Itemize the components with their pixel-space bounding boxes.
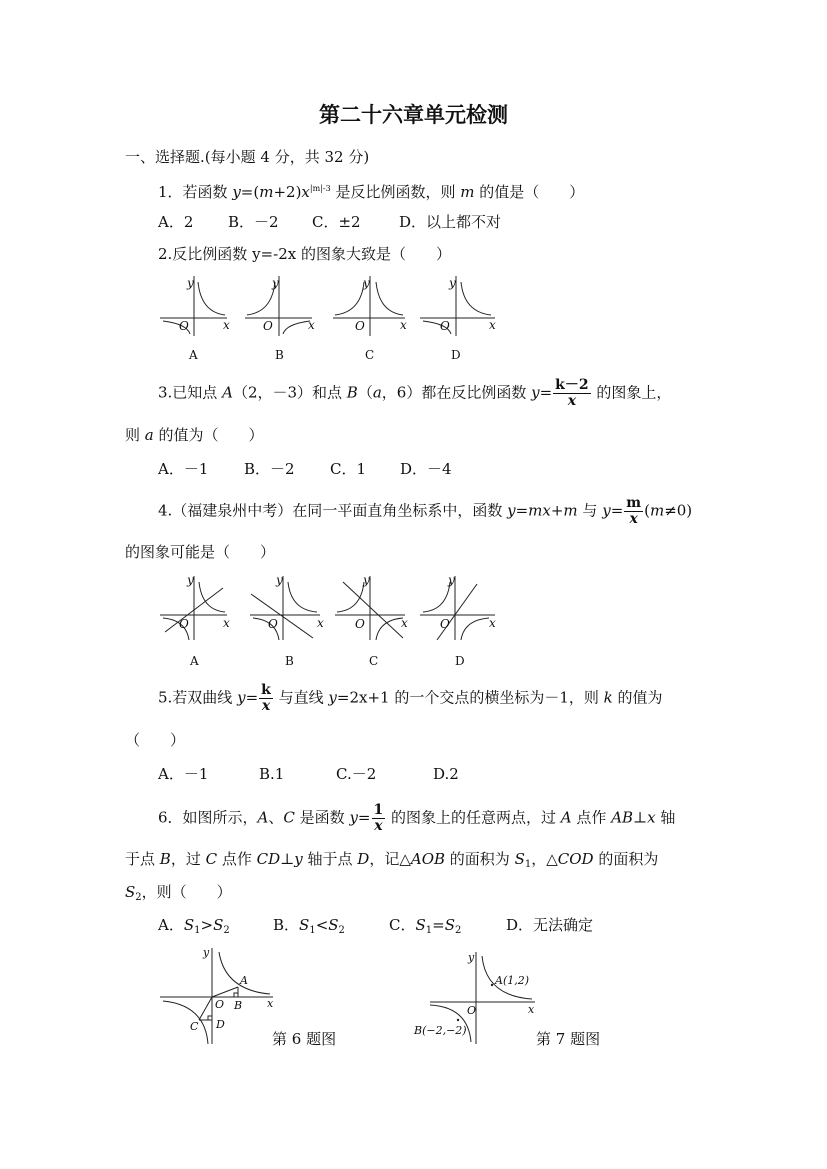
svg-text:O: O [355, 319, 365, 333]
q1-option-c: C．±2 [312, 213, 361, 231]
svg-text:x: x [223, 616, 230, 630]
axis-y-label: y [187, 276, 194, 290]
section-heading: 一、选择题.(每小题 4 分，共 32 分) [125, 148, 370, 166]
fraction: $\frac{k}{x}$ [261, 682, 271, 714]
figure-6 [155, 942, 285, 1050]
svg-text:O: O [179, 617, 189, 631]
svg-text:x: x [401, 616, 408, 630]
graph-label-a: A [189, 348, 198, 362]
q5-option-d: D.2 [433, 765, 459, 783]
svg-text:x: x [528, 1003, 535, 1016]
question-5: 5.若双曲线 y= $\frac{k}{x}$ 与直线 y=2x+1 的一个交点的横坐标为－1，则 k 的值为 [158, 682, 663, 714]
fraction: $\frac{k-2}{x}$ [555, 377, 589, 409]
question-3: 3.已知点 A（2，－3）和点 B（a，6）都在反比例函数 y= $\frac{k-2}{x}$ 的图象上， [158, 377, 672, 409]
svg-text:x: x [223, 318, 230, 332]
svg-text:O: O [467, 1004, 477, 1017]
figure-7-caption: 第 7 题图 [536, 1030, 601, 1048]
graph-label-b: B [275, 348, 284, 362]
svg-text:x: x [400, 318, 407, 332]
q3-option-d: D．－4 [400, 460, 452, 478]
q5-option-b: B.1 [259, 765, 285, 783]
svg-text:A(1,2): A(1,2) [495, 974, 530, 987]
svg-text:B(−2,−2): B(−2,−2) [414, 1024, 467, 1037]
q3-option-a: A．－1 [158, 460, 209, 478]
svg-text:y: y [187, 573, 194, 587]
svg-text:O: O [440, 319, 450, 333]
svg-text:O: O [179, 319, 189, 333]
q5-option-a: A．－1 [158, 765, 209, 783]
svg-text:B: B [285, 654, 294, 668]
q6-option-a: A．$S_1>S_2$ [158, 916, 230, 936]
q1-option-b: B．－2 [228, 213, 279, 231]
svg-text:y: y [363, 573, 370, 587]
svg-text:x: x [317, 616, 324, 630]
svg-text:A: A [240, 974, 248, 987]
question-6-line-2: 于点 B，过 C 点作 CD⊥y 轴于点 D，记△AOB 的面积为 $S_1$，△COD 的面积为 [125, 850, 659, 870]
fraction: $\frac{1}{x}$ [373, 802, 384, 834]
svg-text:A: A [190, 654, 199, 668]
q6-option-d: D．无法确定 [506, 916, 594, 934]
svg-text:D: D [216, 1018, 225, 1031]
question-1: 1．若函数 $y=(m+2)x^{|m|-3}$ 是反比例函数，则 m 的值是（ ） [158, 183, 585, 201]
svg-text:y: y [448, 573, 455, 587]
q2-graphs [155, 268, 505, 366]
q1-option-d: D．以上都不对 [399, 213, 502, 231]
q6-option-b: B．$S_1<S_2$ [273, 916, 345, 936]
question-6-line-3: $S_2$，则（ ） [125, 883, 232, 903]
svg-text:O: O [263, 319, 273, 333]
q4-graphs [155, 570, 505, 670]
q6-option-c: C．$S_1=S_2$ [389, 916, 462, 936]
svg-text:y: y [272, 276, 279, 290]
fraction: $\frac{m}{x}$ [626, 495, 642, 527]
svg-text:y: y [363, 276, 370, 290]
svg-text:O: O [215, 998, 225, 1011]
svg-text:O: O [355, 617, 365, 631]
svg-text:C: C [190, 1020, 199, 1033]
figure-7 [410, 948, 540, 1048]
q3-option-b: B．－2 [244, 460, 295, 478]
svg-text:O: O [440, 617, 450, 631]
question-2: 2.反比例函数 y=-2x 的图象大致是（ ） [158, 245, 451, 263]
svg-text:D: D [455, 654, 465, 668]
q3-option-c: C．1 [330, 460, 367, 478]
question-3-line-2: 则 a 的值为（ ） [125, 426, 264, 444]
svg-text:y: y [468, 951, 475, 964]
svg-text:y: y [203, 946, 210, 959]
svg-text:x: x [489, 616, 496, 630]
svg-text:x: x [267, 997, 274, 1010]
figure-6-caption: 第 6 题图 [272, 1030, 337, 1048]
q5-option-c: C.－2 [336, 765, 377, 783]
q1-option-a: A．2 [158, 213, 194, 231]
svg-text:C: C [369, 654, 379, 668]
question-4-line-2: 的图象可能是（ ） [125, 543, 276, 561]
svg-text:B: B [234, 999, 243, 1012]
question-6: 6．如图所示，A、C 是函数 y= $\frac{1}{x}$ 的图象上的任意两点，过 A 点作 AB⊥x 轴 [158, 802, 676, 834]
question-5-line-2: （ ） [125, 731, 186, 749]
svg-text:x: x [308, 318, 315, 332]
page-title: 第二十六章单元检测 [319, 102, 508, 127]
graph-label-d: D [451, 348, 461, 362]
svg-text:x: x [489, 318, 496, 332]
svg-text:y: y [276, 573, 283, 587]
question-4: 4.（福建泉州中考）在同一平面直角坐标系中，函数 y=mx+m 与 y= $\frac{m}{x}$ (m≠0) [158, 495, 693, 527]
svg-text:O: O [268, 617, 278, 631]
svg-text:y: y [449, 276, 456, 290]
graph-label-c: C [365, 348, 375, 362]
